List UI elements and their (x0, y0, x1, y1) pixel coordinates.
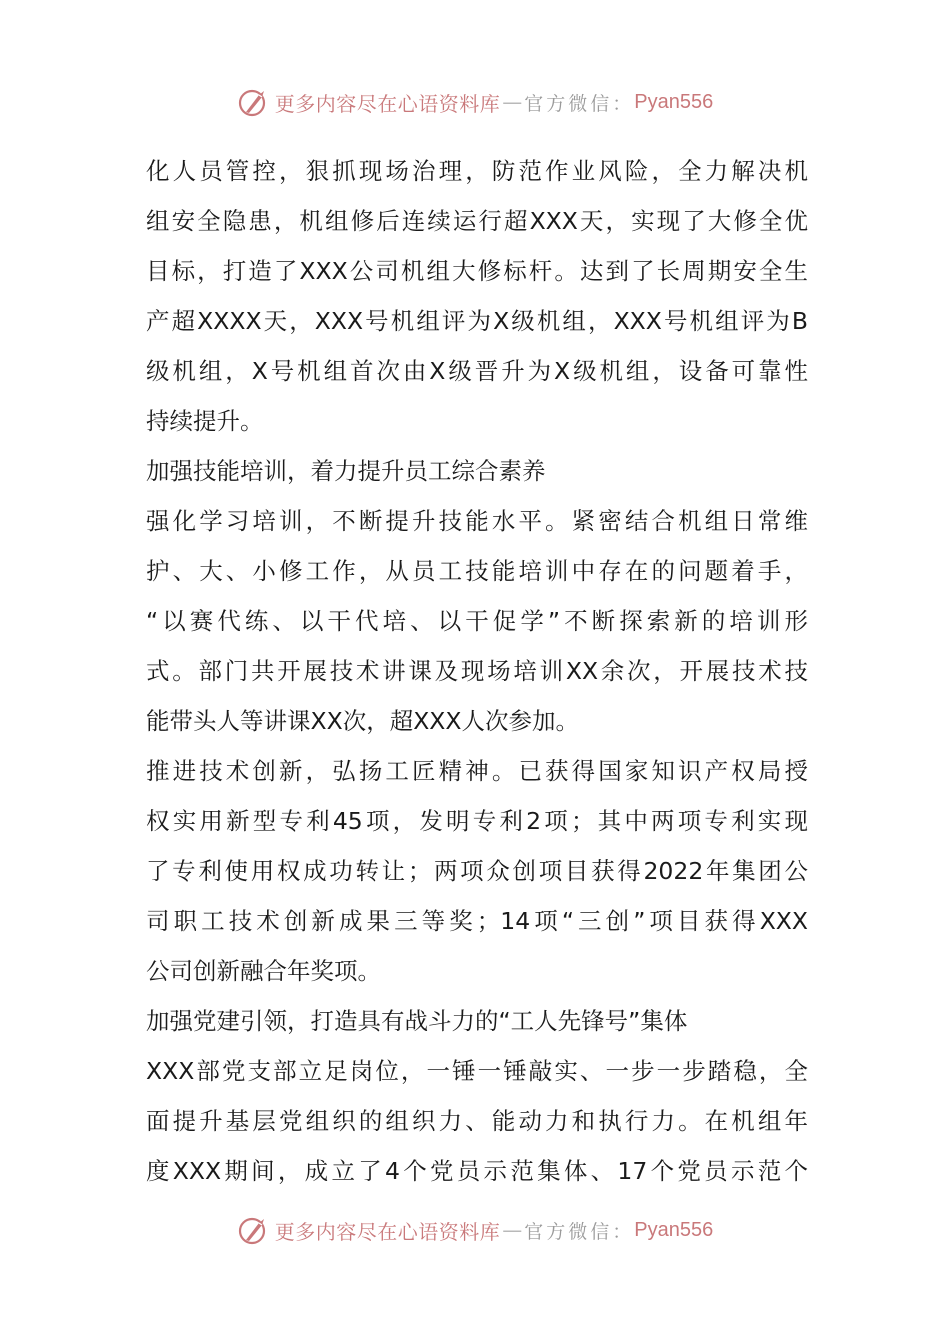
text-line: 持续提升。 (146, 407, 264, 435)
text-line: 能带头人等讲课XX次，超XXX人次参加。 (146, 707, 579, 735)
text-line: 产超XXXX天，XXX号机组评为X级机组，XXX号机组评为B (146, 307, 808, 335)
text-line: 护、大、小修工作，从员工技能培训中存在的问题着手， (146, 557, 808, 585)
header-watermark-banner (0, 80, 950, 124)
text-line: XXX部党支部立足岗位，一锤一锤敲实、一步一步踏稳，全 (146, 1057, 808, 1085)
text-line: 了专利使用权成功转让；两项众创项目获得2022年集团公 (146, 857, 808, 885)
watermark-brand-text: 更多内容尽在心语资料库 (274, 91, 501, 116)
document-body (146, 146, 808, 1196)
text-line: 级机组，X号机组首次由X级晋升为X级机组，设备可靠性 (146, 357, 808, 385)
text-line: “以赛代练、以干代培、以干促学”不断探索新的培训形 (146, 607, 808, 635)
text-line: 化人员管控，狠抓现场治理，防范作业风险，全力解决机 (146, 157, 808, 185)
watermark-dash: — (502, 1218, 523, 1242)
text-line: 目标，打造了XXX公司机组大修标杆。达到了长周期安全生 (146, 257, 808, 285)
text-line: 推进技术创新，弘扬工匠精神。已获得国家知识产权局授 (146, 757, 808, 785)
watermark-dash: — (502, 90, 523, 114)
text-line: 加强党建引领，打造具有战斗力的“工人先锋号”集体 (146, 1007, 688, 1035)
text-line: 组安全隐患，机组修后连续运行超XXX天，实现了大修全优 (146, 207, 808, 235)
text-line: 式。部门共开展技术讲课及现场培训XX余次，开展技术技 (146, 657, 808, 685)
pen-logo-icon (237, 1213, 271, 1247)
watermark-wechat-label: 官方微信： (524, 92, 635, 115)
text-line: 司职工技术创新成果三等奖；14项“三创”项目获得XXX (146, 907, 808, 935)
text-line: 加强技能培训，着力提升员工综合素养 (146, 457, 546, 485)
watermark-wechat-id: Pyan556 (634, 90, 714, 113)
watermark-brand-text: 更多内容尽在心语资料库 (274, 1219, 501, 1244)
watermark-wechat-id: Pyan556 (634, 1218, 714, 1241)
text-line: 强化学习培训，不断提升技能水平。紧密结合机组日常维 (146, 507, 808, 535)
text-line: 面提升基层党组织的组织力、能动力和执行力。在机组年 (146, 1107, 808, 1135)
footer-watermark-banner (0, 1208, 950, 1252)
text-line: 度XXX期间，成立了4个党员示范集体、17个党员示范个 (146, 1157, 808, 1185)
watermark-wechat-label: 官方微信： (524, 1220, 635, 1243)
text-line: 公司创新融合年奖项。 (146, 957, 381, 985)
pen-logo-icon (237, 85, 271, 119)
text-line: 权实用新型专利45项，发明专利2项；其中两项专利实现 (146, 807, 808, 835)
